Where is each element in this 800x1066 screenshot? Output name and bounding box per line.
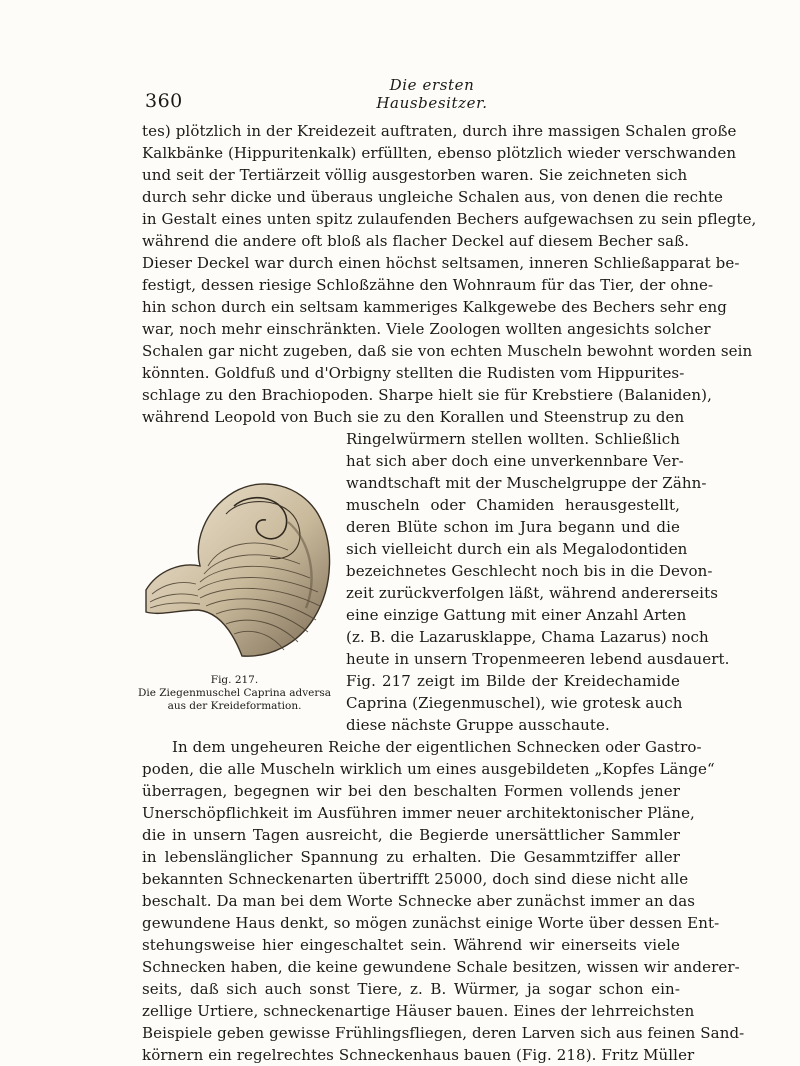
text-line: während die andere oft bloß als flacher Deckel auf diesem Becher saß. [142, 232, 690, 250]
text-line: beschalt. Da man bei dem Worte Schnecke aber zunächst immer an das [142, 892, 696, 910]
text-line: Schnecken haben, die keine gewundene Schale besitzen, wissen wir anderer- [142, 958, 740, 976]
text-line: in lebenslänglicher Spannung zu erhalten. Die Gesammtziffer aller [142, 848, 680, 866]
text-line: durch sehr dicke und überaus ungleiche Schalen aus, von denen die rechte [142, 188, 724, 206]
text-line: war, noch mehr einschränkten. Viele Zoologen wollten angesichts solcher [142, 320, 711, 338]
text-line: hin schon durch ein seltsam kammeriges Kalkgewebe des Bechers sehr eng [142, 298, 727, 316]
text-line: und seit der Tertiärzeit völlig ausgestorben waren. Sie zeichneten sich [142, 166, 688, 184]
text-line: bekannten Schneckenarten übertrifft 25000, doch sind diese nicht alle [142, 870, 689, 888]
running-head: Die ersten Hausbesitzer. [376, 76, 488, 112]
text-line: heute in unsern Tropenmeeren lebend ausdauert. [346, 650, 730, 668]
text-line: muscheln oder Chamiden herausgestellt, [346, 496, 680, 514]
figure-wrap-block [137, 428, 730, 736]
figure-caption-line: aus der Kreideformation. [167, 700, 302, 712]
text-line: während Leopold von Buch sie zu den Korallen und Steenstrup zu den [142, 408, 685, 426]
text-line: In dem ungeheuren Reiche der eigentlichen Schnecken oder Gastro- [172, 738, 702, 756]
text-line: Beispiele geben gewisse Frühlingsfliegen, deren Larven sich aus feinen Sand- [142, 1024, 745, 1042]
text-line: Dieser Deckel war durch einen höchst seltsamen, inneren Schließapparat be- [142, 254, 740, 272]
text-line: körnern ein regelrechtes Schneckenhaus bauen (Fig. 218). Fritz Müller [142, 1046, 695, 1064]
text-line: tes) plötzlich in der Kreidezeit auftraten, durch ihre massigen Schalen große [142, 122, 737, 140]
text-line: poden, die alle Muscheln wirklich um eines ausgebildeten „Kopfes Länge“ [142, 760, 715, 778]
text-line: wandtschaft mit der Muschelgruppe der Zähn- [346, 474, 707, 492]
figure-column [137, 428, 338, 736]
text-line: seits, daß sich auch sonst Tiere, z. B. Würmer, ja sogar schon ein- [142, 980, 680, 998]
text-line: zellige Urtiere, schneckenartige Häuser bauen. Eines der lehrreichsten [142, 1002, 695, 1020]
text-line: Caprina (Ziegenmuschel), wie grotesk auch [346, 694, 683, 712]
paragraph-bottom [142, 736, 745, 1066]
text-line: diese nächste Gruppe ausschaute. [346, 716, 610, 734]
text-line: zeit zurückverfolgen läßt, während andererseits [346, 584, 719, 602]
text-line: in Gestalt eines unten spitz zulaufenden Bechers aufgewachsen zu sein pflegte, [142, 210, 757, 228]
figure-caption-line: Die Ziegenmuschel Caprina adversa [137, 687, 332, 699]
page-number: 360 [145, 90, 183, 112]
text-line: deren Blüte schon im Jura begann und die [346, 518, 680, 536]
text-line: bezeichnetes Geschlecht noch bis in die Devon- [346, 562, 713, 580]
body-text [137, 120, 757, 1066]
text-line: Kalkbänke (Hippuritenkalk) erfüllten, ebenso plötzlich wieder verschwanden [142, 144, 737, 162]
text-line: Ringelwürmern stellen wollten. Schließlich [346, 430, 680, 448]
figure-caption [132, 674, 337, 713]
text-line: stehungsweise hier eingeschaltet sein. Während wir einerseits viele [142, 936, 680, 954]
paragraph-top [142, 120, 757, 428]
caprina-shell-icon [138, 462, 338, 668]
text-line: sich vielleicht durch ein als Megalodontiden [346, 540, 688, 558]
text-line: Schalen gar nicht zugeben, daß sie von echten Muscheln bewohnt worden sein [142, 342, 753, 360]
text-line: die in unsern Tagen ausreicht, die Begierde unersättlicher Sammler [142, 826, 680, 844]
text-line: schlage zu den Brachiopoden. Sharpe hielt sie für Krebstiere (Balaniden), [142, 386, 712, 404]
text-line: eine einzige Gattung mit einer Anzahl Arten [346, 606, 687, 624]
text-line: gewundene Haus denkt, so mögen zunächst einige Worte über dessen Ent- [142, 914, 720, 932]
text-line: könnten. Goldfuß und d'Orbigny stellten die Rudisten vom Hippurites- [142, 364, 685, 382]
paragraph-wrap [338, 428, 730, 736]
text-line: (z. B. die Lazarusklappe, Chama Lazarus) noch [346, 628, 709, 646]
text-line: hat sich aber doch eine unverkennbare Ver- [346, 452, 684, 470]
text-line: Fig. 217 zeigt im Bilde der Kreidechamide [346, 672, 680, 690]
figure-label: Fig. 217. [210, 674, 259, 686]
text-line: festigt, dessen riesige Schloßzähne den Wohnraum für das Tier, der ohne- [142, 276, 714, 294]
text-line: Unerschöpflichkeit im Ausführen immer neuer architektonischer Pläne, [142, 804, 695, 822]
text-line: überragen, begegnen wir bei den beschalten Formen vollends jener [142, 782, 680, 800]
